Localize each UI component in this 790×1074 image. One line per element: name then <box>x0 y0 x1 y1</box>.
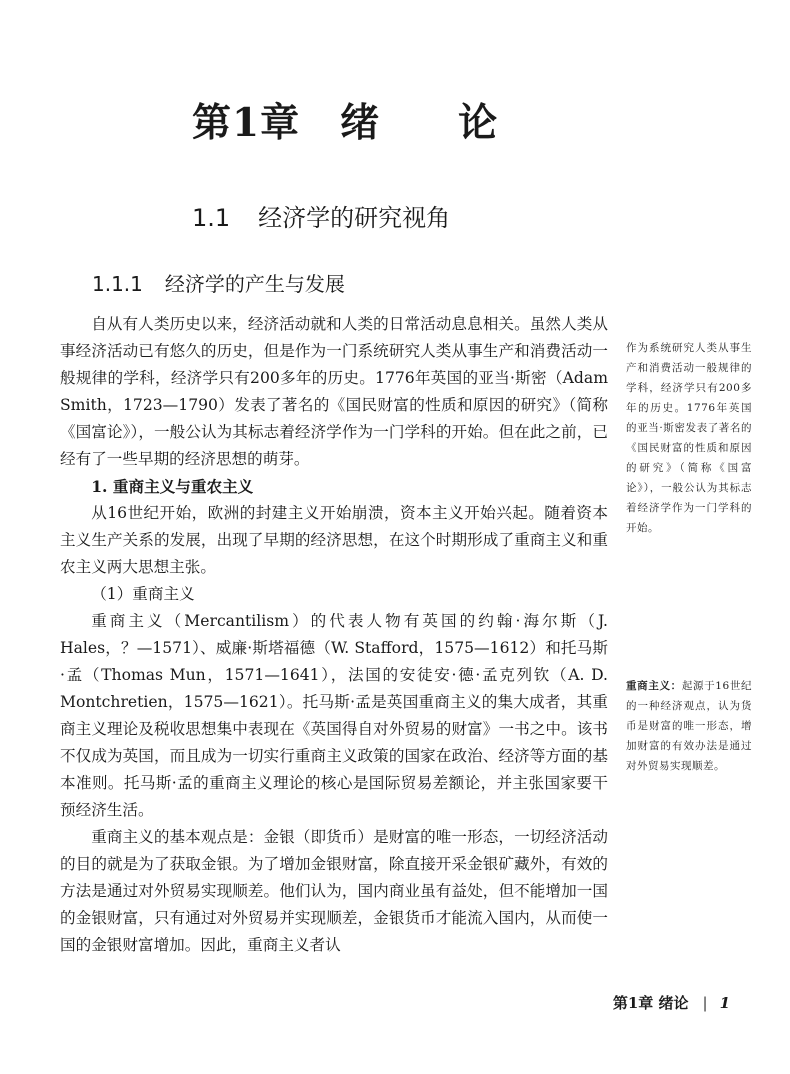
subsection-heading <box>92 268 345 297</box>
section-number: 1.1 <box>192 204 231 232</box>
chapter-title-char-1: 绪 <box>340 100 381 146</box>
main-text <box>60 311 608 959</box>
chapter-number: 第1章 <box>192 100 301 146</box>
footer-chapter-title: 绪论 <box>658 994 689 1012</box>
footer-chapter-label: 第1章 <box>612 994 654 1012</box>
margin-note-term: 重商主义： <box>626 680 682 692</box>
margin-note-economics: 作为系统研究人类从事生产和消费活动一般规律的学科，经济学只有200多年的历史。1776年英国的亚当·斯密发表了著名的《国民财富的性质和原因的研究》（简称《国富论》），一般公认为其标志着经济学作为一门学科的开始。 <box>626 342 752 534</box>
footer-separator: | <box>702 994 708 1012</box>
page-footer <box>613 992 730 1013</box>
paragraph-origins: 从16世纪开始，欧洲的封建主义开始崩溃，资本主义开始兴起。随着资本主义生产关系的发展，出现了早期的经济思想，在这个时期形成了重商主义和重农主义两大思想主张。 <box>60 504 608 576</box>
paragraph-basic-views: 重商主义的基本观点是：金银（即货币）是财富的唯一形态，一切经济活动的目的就是为了获取金银。为了增加金银财富，除直接开采金银矿藏外，有效的方法是通过对外贸易实现顺差。他们认为，国内商业虽有益处，但不能增加一国的金银财富，只有通过对外贸易并实现顺差，金银货币才能流入国内，从而使一国的金银财富增加。因此，重商主义者认 <box>60 828 608 954</box>
margin-note-mercantilism <box>626 676 752 776</box>
subsection-title-text: 经济学的产生与发展 <box>164 272 345 296</box>
heading-mercantilism: （1）重商主义 <box>91 585 195 603</box>
paragraph-intro: 自从有人类历史以来，经济活动就和人类的日常活动息息相关。虽然人类从事经济活动已有悠久的历史，但是作为一门系统研究人类从事生产和消费活动一般规律的学科，经济学只有200多年的历史。1776年英国的亚当·斯密（Adam Smith，1723—1790）发表了著名的《国民财富的性质和原因的研究》（简称《国富论》），一般公认为其标志着经济学作为一门学科的开始。但在此之前，已经有了一些早期的经济思想的萌芽。 <box>60 315 608 468</box>
chapter-title-char-2: 论 <box>458 100 499 146</box>
margin-note-definition: 起源于16世纪的一种经济观点，认为货币是财富的唯一形态，增加财富的有效办法是通过对外贸易实现顺差。 <box>626 680 752 772</box>
section-title-text: 经济学的研究视角 <box>258 204 451 232</box>
chapter-title <box>192 92 498 148</box>
heading-mercantilism-physiocracy: 1. 重商主义与重农主义 <box>91 477 254 496</box>
paragraph-representatives: 重商主义（Mercantilism）的代表人物有英国的约翰·海尔斯（J. Hales，？—1571）、威廉·斯塔福德（W. Stafford，1575—1612）和托马斯·孟（Thomas Mun，1571—1641），法国的安徒安·德·孟克列钦（A. D. Montchretien，1575—1621）。托马斯·孟是英国重商主义的集大成者，其重商主义理论及税收思想集中表现在《英国得自对外贸易的财富》一书之中。该书不仅成为英国，而且成为一切实行重商主义政策的国家在政治、经济等方面的基本准则。托马斯·孟的重商主义理论的核心是国际贸易差额论，并主张国家要干预经济生活。 <box>60 612 608 819</box>
subsection-number: 1.1.1 <box>92 272 143 296</box>
section-heading <box>192 198 450 233</box>
page-number: 1 <box>719 994 730 1012</box>
